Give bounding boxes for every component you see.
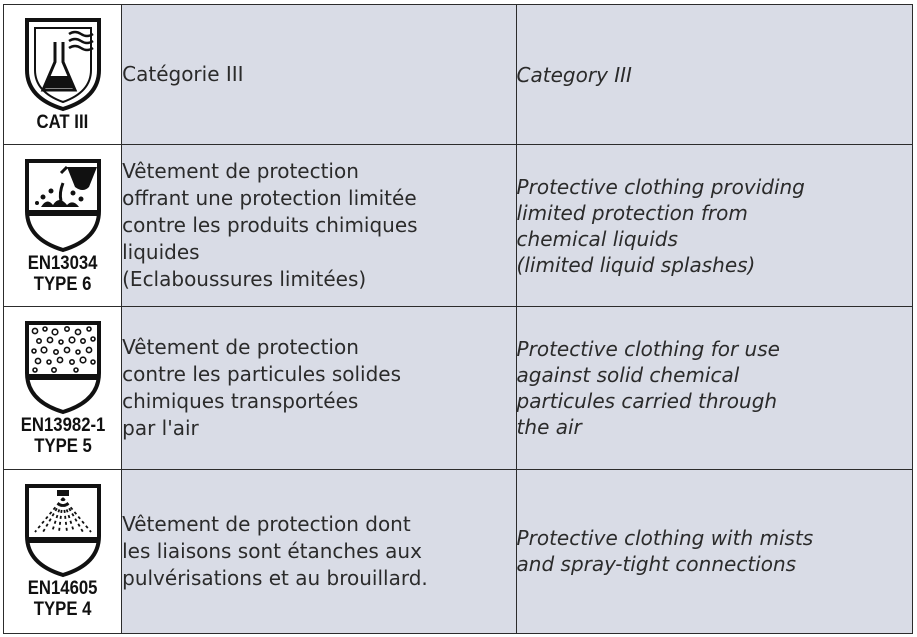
icon-cell [4, 5, 122, 145]
solid-particles-shield-icon [23, 319, 103, 415]
table-row [4, 469, 913, 633]
description-fr: Catégorie III [122, 5, 516, 145]
description-fr: Vêtement de protection offrant une protection limitée contre les produits chimiques liquides (Eclaboussures limitées) [122, 145, 516, 307]
description-en: Protective clothing providing limited protection from chemical liquids (limited liquid splashes) [516, 145, 912, 307]
table-row [4, 5, 913, 145]
spray-mist-shield-icon [23, 482, 103, 578]
standard-code: EN14605 TYPE 4 [27, 578, 98, 621]
standard-code: EN13982-1 TYPE 5 [20, 415, 105, 458]
description-fr: Vêtement de protection dont les liaisons sont étanches aux pulvérisations et au brouillard. [122, 469, 516, 633]
description-en: Protective clothing with mists and spray-tight connections [516, 469, 912, 633]
protection-categories-table [3, 4, 913, 634]
icon-cell [4, 307, 122, 469]
chemical-flask-shield-icon [23, 16, 103, 112]
liquid-splash-shield-icon [23, 157, 103, 253]
description-en: Category III [516, 5, 912, 145]
table-row [4, 145, 913, 307]
icon-cell [4, 145, 122, 307]
icon-cell [4, 469, 122, 633]
description-en: Protective clothing for use against solid chemical particules carried through the air [516, 307, 912, 469]
description-fr: Vêtement de protection contre les particules solides chimiques transportées par l'air [122, 307, 516, 469]
standard-code: EN13034 TYPE 6 [27, 252, 98, 295]
standard-code: CAT III [36, 112, 89, 134]
table-row [4, 307, 913, 469]
